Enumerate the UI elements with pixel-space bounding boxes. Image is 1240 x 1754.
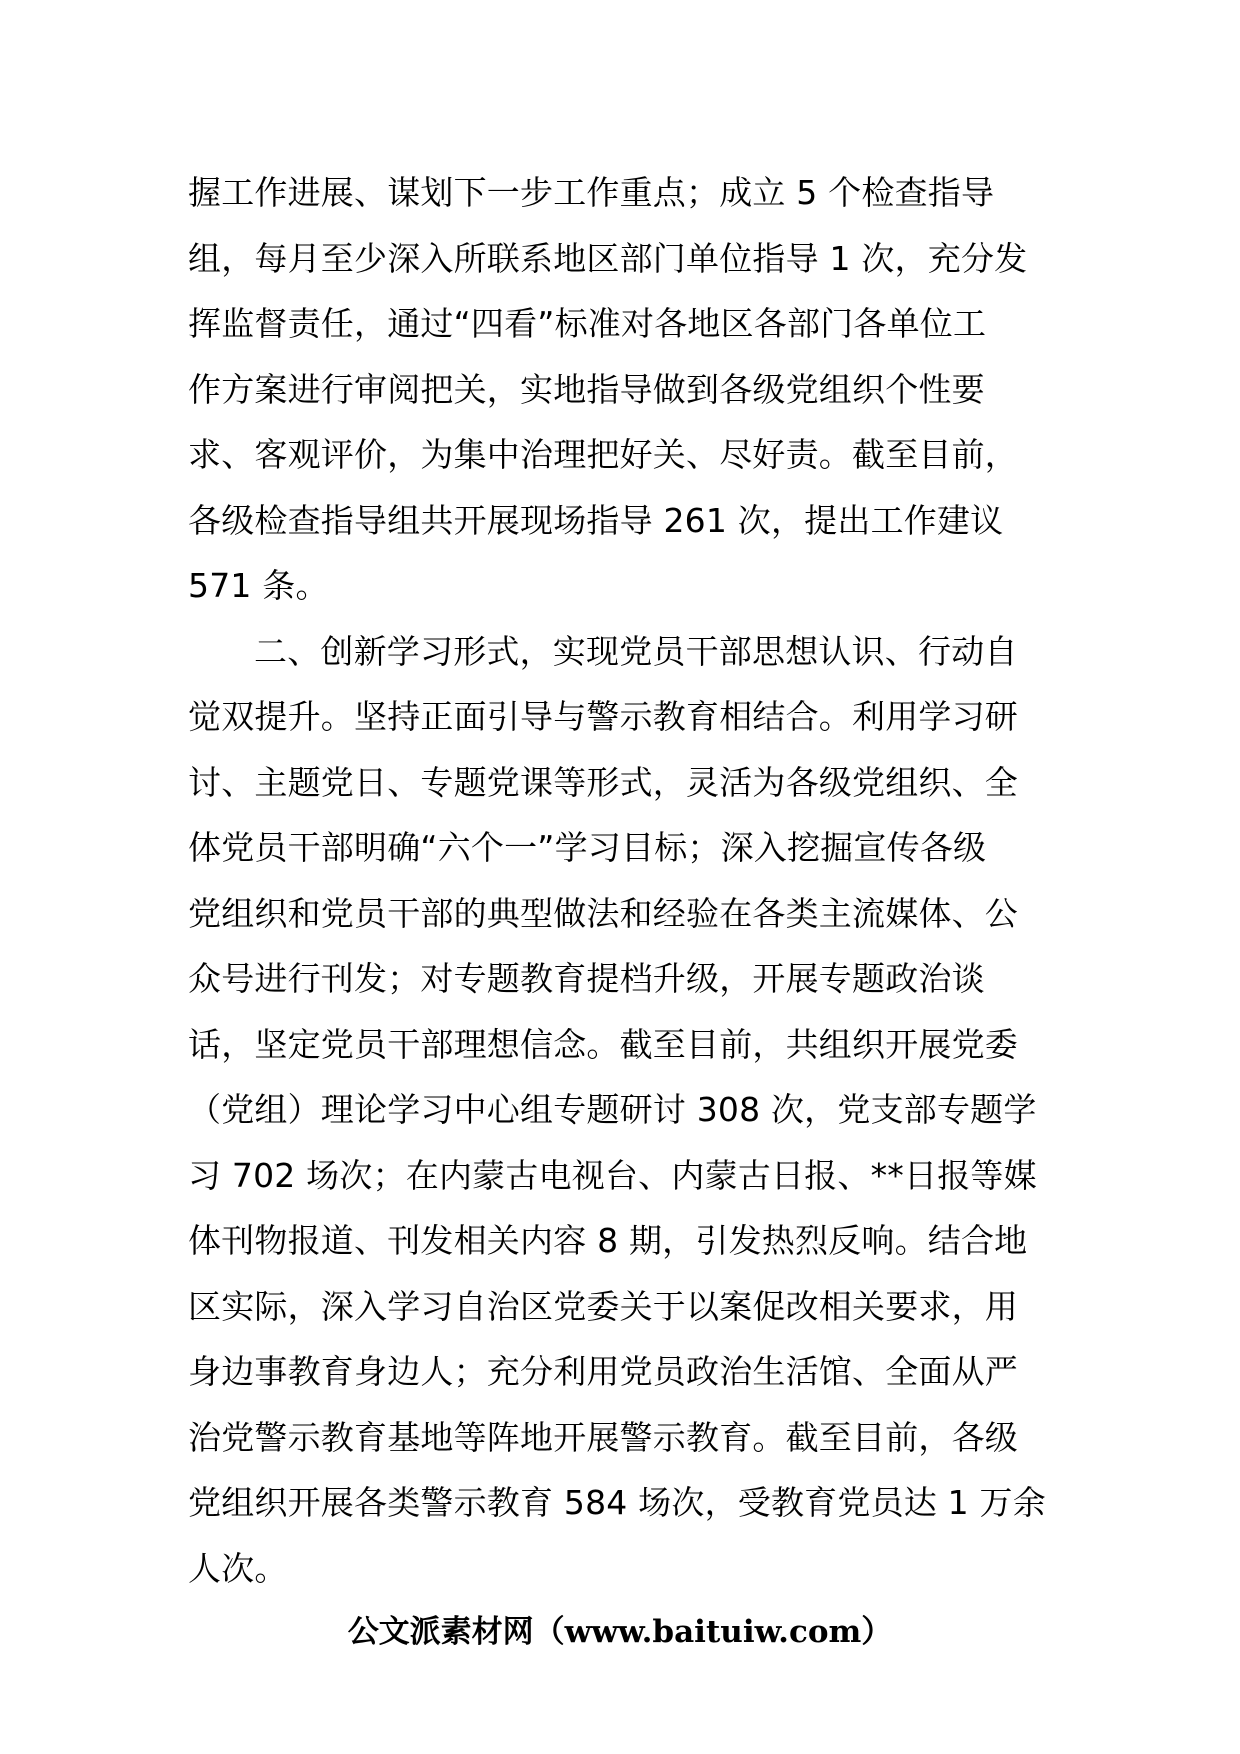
text-line: 作方案进行审阅把关，实地指导做到各级党组织个性要 [188, 369, 985, 409]
paragraph-1 [188, 160, 1058, 619]
text-line: 治党警示教育基地等阵地开展警示教育。截至目前，各级 [188, 1417, 1018, 1457]
text-line: 话，坚定党员干部理想信念。截至目前，共组织开展党委 [188, 1024, 1018, 1064]
text-line: 党组织和党员干部的典型做法和经验在各类主流媒体、公 [188, 893, 1018, 933]
text-line: 习 702 场次；在内蒙古电视台、内蒙古日报、**日报等媒 [188, 1155, 1037, 1195]
text-line: 体党员干部明确“六个一”学习目标；深入挖掘宣传各级 [188, 828, 987, 867]
text-line: 握工作进展、谋划下一步工作重点；成立 5 个检查指导 [188, 173, 995, 212]
text-line: 众号进行刊发；对专题教育提档升级，开展专题政治谈 [188, 959, 985, 998]
text-line: 身边事教育身边人；充分利用党员政治生活馆、全面从严 [188, 1352, 1018, 1391]
text-line: 571 条。 [188, 566, 329, 605]
document-body [188, 160, 1058, 1601]
text-line: 各级检查指导组共开展现场指导 261 次，提出工作建议 [188, 500, 1004, 540]
text-line: 区实际，深入学习自治区党委关于以案促改相关要求，用 [188, 1286, 1018, 1326]
text-line: 体刊物报道、刊发相关内容 8 期，引发热烈反响。结合地 [188, 1221, 1028, 1260]
text-line: 二、创新学习形式，实现党员干部思想认识、行动自 [254, 631, 1018, 671]
text-line: （党组）理论学习中心组专题研讨 308 次，党支部专题学 [188, 1090, 1037, 1129]
text-line: 组，每月至少深入所联系地区部门单位指导 1 次，充分发 [188, 238, 1028, 278]
text-line: 觉双提升。坚持正面引导与警示教育相结合。利用学习研 [188, 697, 1018, 736]
paragraph-2 [188, 619, 1058, 1602]
footer-source: 公文派素材网（www.baituiw.com） [347, 1614, 893, 1650]
text-line: 讨、主题党日、专题党课等形式，灵活为各级党组织、全 [188, 762, 1018, 802]
text-line: 党组织开展各类警示教育 584 场次，受教育党员达 1 万余 [188, 1483, 1046, 1522]
text-line: 人次。 [188, 1548, 288, 1588]
text-line: 求、客观评价，为集中治理把好关、尽好责。截至目前， [188, 435, 1018, 474]
text-line: 挥监督责任，通过“四看”标准对各地区各部门各单位工 [188, 304, 987, 343]
